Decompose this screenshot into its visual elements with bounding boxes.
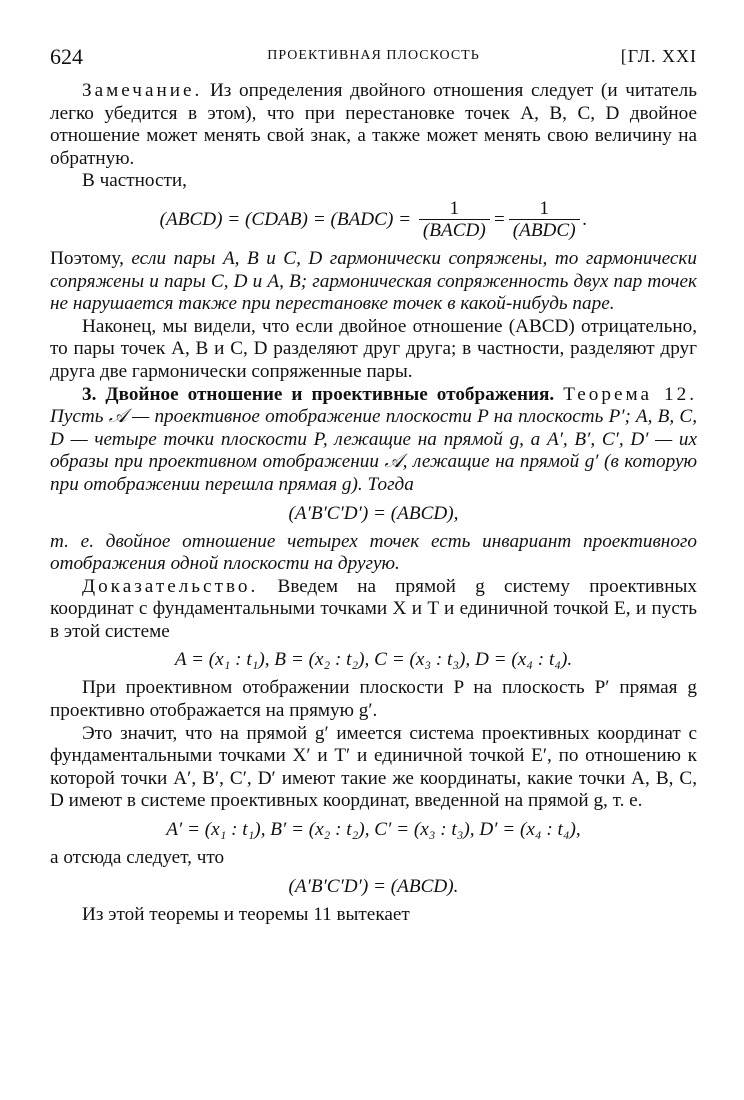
- remark-label: Замечание.: [82, 80, 203, 101]
- in-particular: В частности,: [82, 170, 187, 192]
- theorem-label: Теорема 12.: [563, 383, 697, 405]
- chapter-label: [ГЛ. XXI: [620, 46, 697, 66]
- last-line: Из этой теоремы и теоремы 11 вытекает: [82, 903, 410, 925]
- eq1-lhs: (ABCD) = (CDAB) = (BADC) =: [159, 208, 412, 230]
- equation-coordinates: A = (x₁ : t₁), B = (x₂ : t₂), C = (x₃ : t₃), D = (x₄ : t₄).: [174, 649, 573, 671]
- equation-permutations: [50, 199, 697, 242]
- book-page: [50, 44, 697, 926]
- invariant-statement: т. е. двойное отношение четырех точек есть инвариант проективного отображения одной плоскости на другую.: [50, 530, 697, 575]
- section-heading: 3. Двойное отношение и проективные отображения.: [82, 383, 555, 405]
- equation-result: (A′B′C′D′) = (ABCD).: [288, 875, 459, 897]
- fraction-abdc: $\frac{1}{\text{(ABDC)}}$: [509, 199, 580, 242]
- proof-paragraph: [50, 576, 697, 644]
- theorem-paragraph: [50, 384, 697, 497]
- finally-paragraph: Наконец, мы видели, что если двойное отношение (ABCD) отрицательно, то пары точек A, B и C, D разделяют друг друга; в частности, разделяют друг друга две гармонически сопряженные пары.: [50, 315, 697, 382]
- therefore-paragraph: Поэтому, если пары A, B и C, D гармонически сопряжены, то гармонически сопряжены и пары C, D и A, B; гармоническая сопряженность двух пар точек не нарушается также при перестановке точек в какой-нибудь паре.: [50, 247, 697, 315]
- remark-paragraph: [50, 80, 697, 170]
- proof-label: Доказательство.: [82, 575, 259, 597]
- therefore-italic: если пары A, B и C, D гармонически сопряжены, то гармонически сопряжены и пары C, D и A, B; гармоническая сопряженность двух пар точек не нарушается также при перестановке точек в какой-нибудь паре.: [50, 247, 697, 315]
- theorem-text: Пусть 𝒜 — проективное отображение плоскости P на плоскость P′; A, B, C, D — четыре точки плоскости P, лежащие на прямой g, а A′, B′, C′, D′ — их образы при проективном отображении 𝒜, лежащие на прямой g′ (в которую при отображении перешла прямая g). Тогда: [50, 406, 697, 495]
- running-header: [50, 44, 697, 74]
- proof-text: Введем на прямой g систему проективных координат с фундаментальными точками X и T и единичной точкой E, и пусть в этой системе: [50, 575, 697, 642]
- equation-image-coordinates: A′ = (x₁ : t₁), B′ = (x₂ : t₂), C′ = (x₃ : t₃), D′ = (x₄ : t₄),: [166, 819, 581, 841]
- fraction-bacd: $\frac{1}{\text{(BACD)}}$: [419, 199, 490, 242]
- projective-map-paragraph: При проективном отображении плоскости P на плоскость P′ прямая g проективно отображается на прямую g′.: [50, 677, 697, 722]
- hence-line: а отсюда следует, что: [50, 847, 225, 869]
- running-title: ПРОЕКТИВНАЯ ПЛОСКОСТЬ: [267, 48, 480, 63]
- eq1-end: .: [582, 208, 588, 230]
- page-number: 624: [50, 44, 83, 69]
- this-means-paragraph: Это значит, что на прямой g′ имеется система проективных координат с фундаментальными точками X′ и T′ и единичной точкой E′, по отношению к которой точки A′, B′, C′, D′ имеют такие же координаты, какие точки A, B, C, D имеют в системе проективных координат, введенной на прямой g, т. е.: [50, 722, 697, 812]
- equation-invariance: (A′B′C′D′) = (ABCD),: [288, 502, 459, 524]
- eq1-equals: =: [492, 208, 506, 230]
- remark-text: Из определения двойного отношения следует (и читатель легко убедится в этом), что при перестановке точек A, B, C, D двойное отношение может менять свой знак, а также может менять свою величину на обратную.: [50, 80, 697, 169]
